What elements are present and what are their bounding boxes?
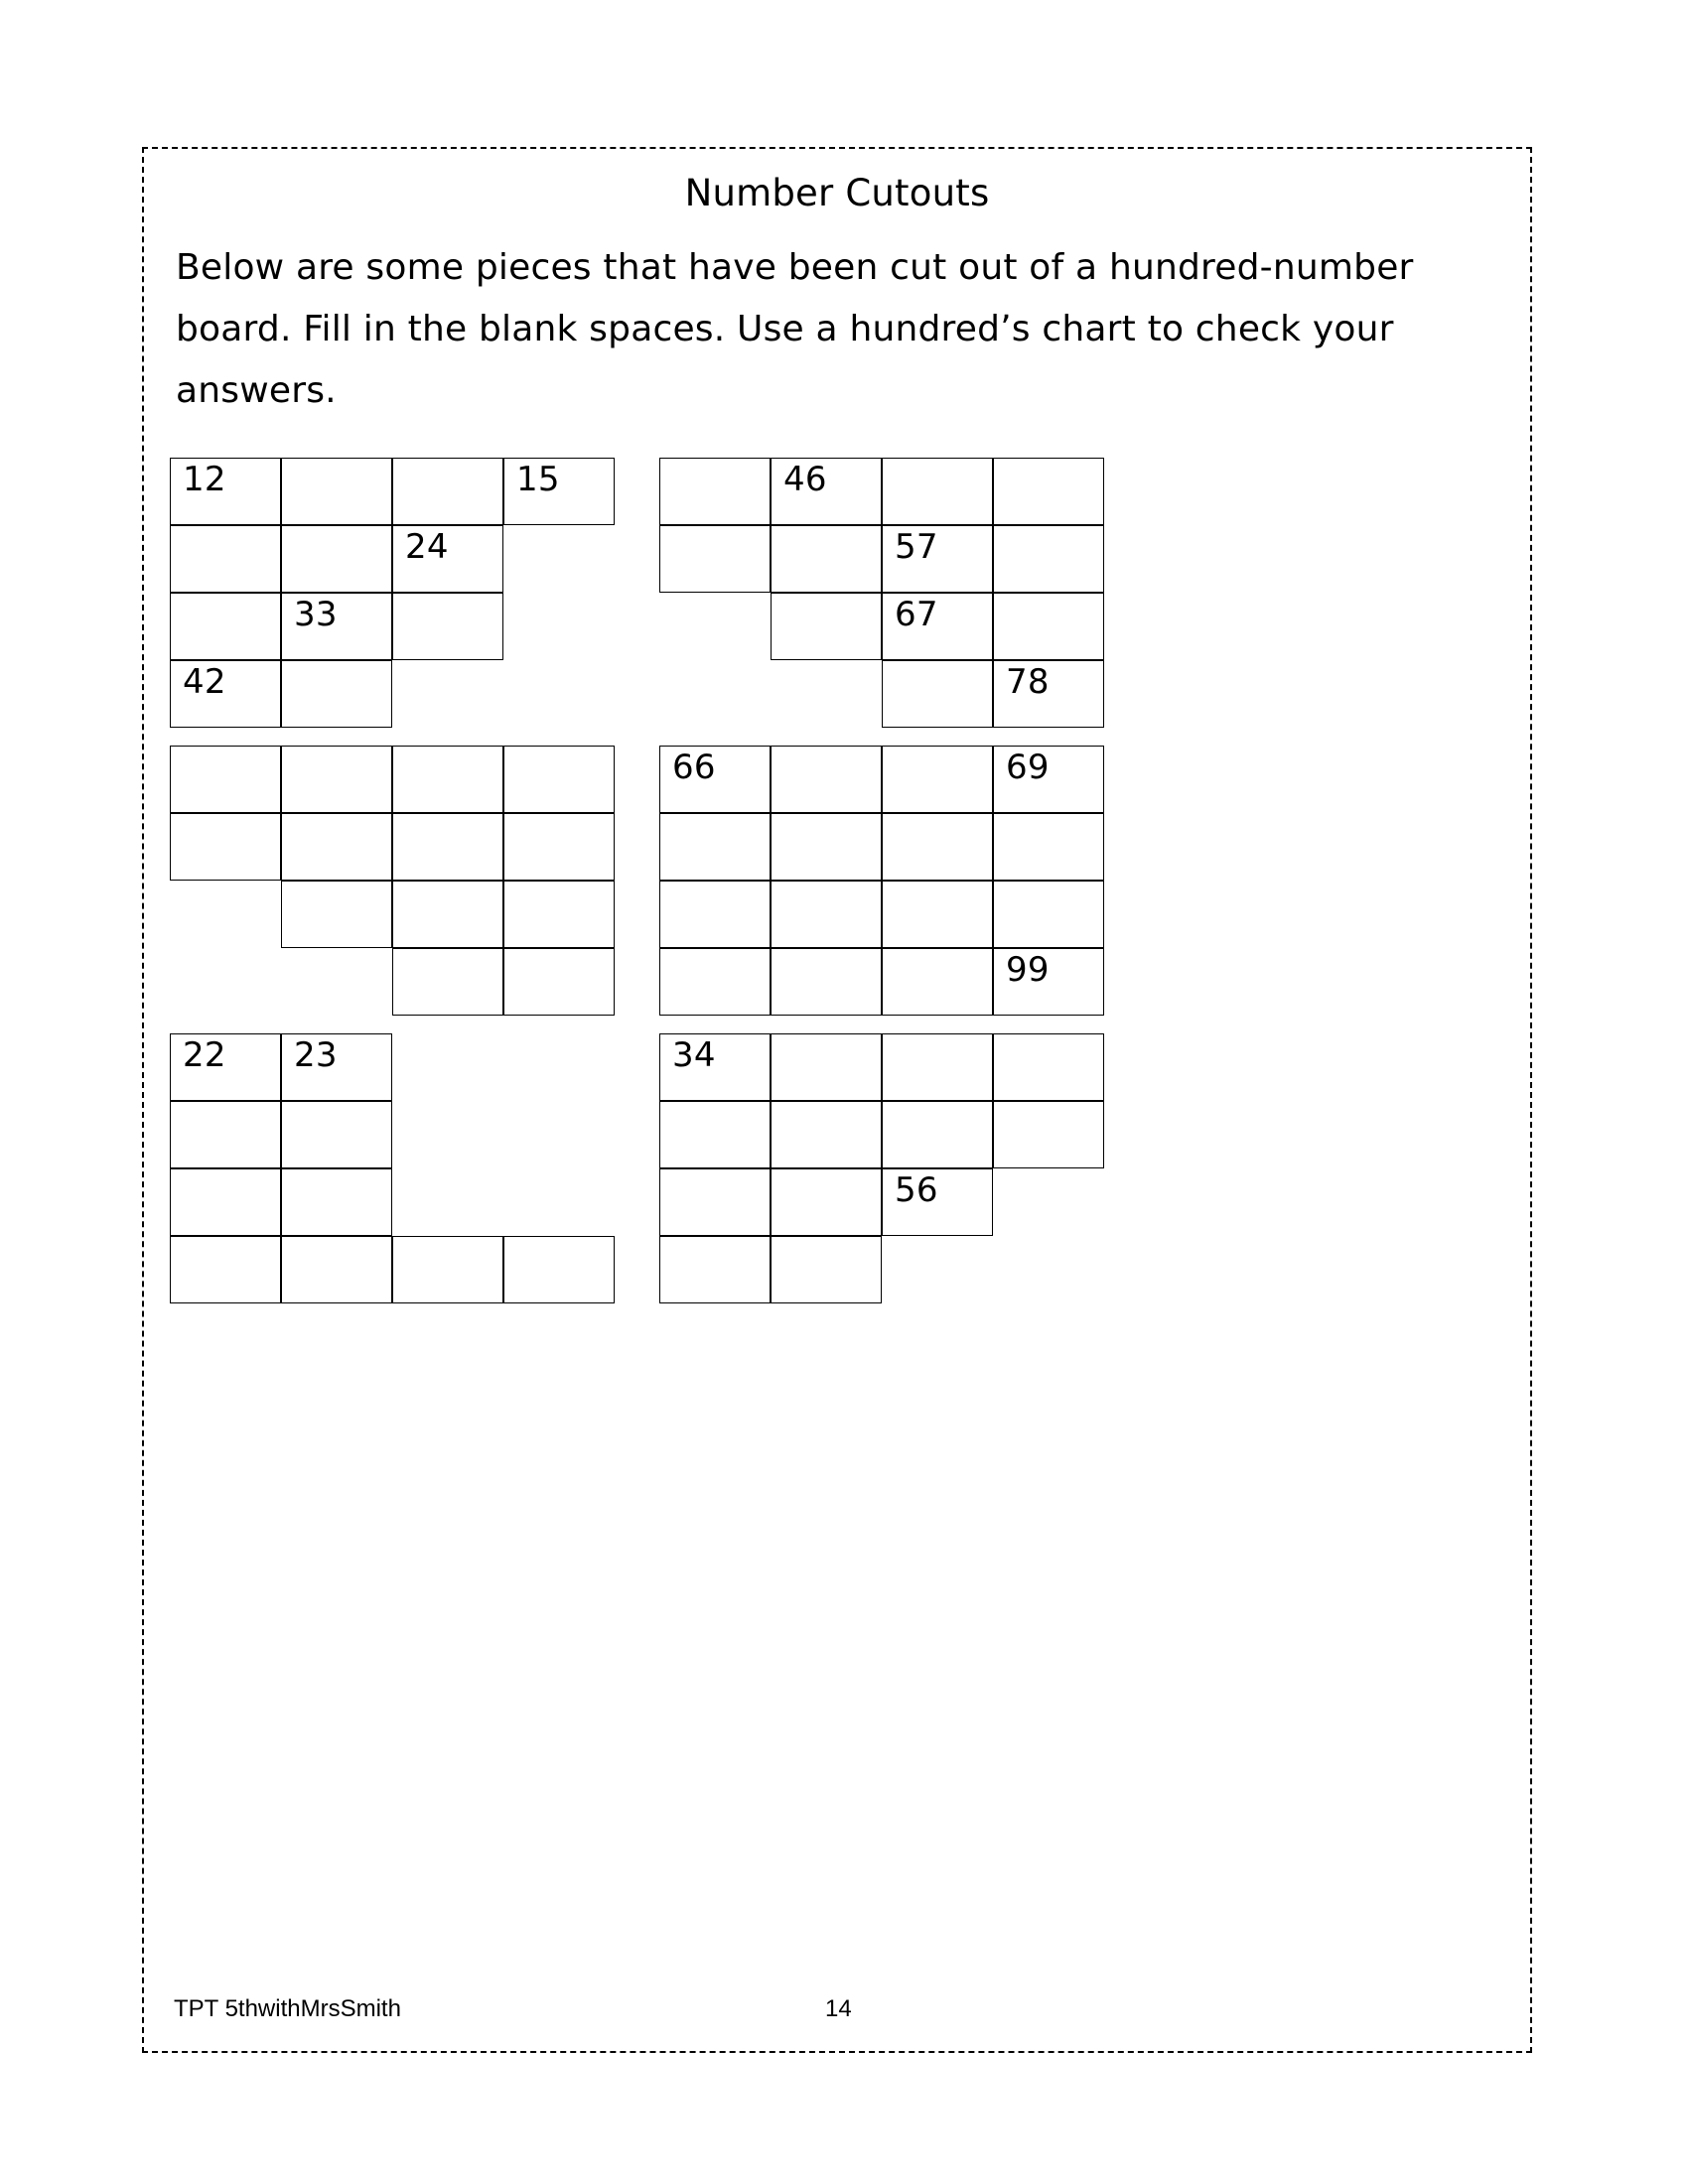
grid-cell-blank[interactable]	[993, 1033, 1104, 1101]
grid-cell-blank[interactable]	[882, 660, 993, 728]
grid-cell-blank[interactable]	[882, 746, 993, 813]
grid-cell-filled[interactable]	[993, 746, 1104, 813]
grid-cell-blank[interactable]	[771, 525, 882, 593]
grid-cell-blank[interactable]	[392, 593, 503, 660]
grid-cell-blank[interactable]	[771, 593, 882, 660]
grid-cell-blank[interactable]	[659, 1168, 771, 1236]
grid-cell-blank[interactable]	[882, 458, 993, 525]
grid-cell-blank[interactable]	[281, 813, 392, 881]
grid-cell-blank[interactable]	[392, 813, 503, 881]
grid-cell-blank[interactable]	[170, 1168, 281, 1236]
grid-cell-blank[interactable]	[659, 1236, 771, 1303]
grid-cell-blank[interactable]	[392, 746, 503, 813]
grid-cell-blank[interactable]	[882, 813, 993, 881]
grid-cell-blank[interactable]	[771, 1168, 882, 1236]
grid-cell-blank[interactable]	[392, 881, 503, 948]
grid-cell-filled[interactable]	[882, 1168, 993, 1236]
grid-cell-blank[interactable]	[281, 881, 392, 948]
grid-cell-filled[interactable]	[659, 746, 771, 813]
cell-value: 15	[516, 460, 560, 500]
grid-cell-blank[interactable]	[392, 458, 503, 525]
grid-cell-blank[interactable]	[993, 881, 1104, 948]
grid-cell-filled[interactable]	[281, 1033, 392, 1101]
grid-cell-blank[interactable]	[882, 881, 993, 948]
grid-cell-blank[interactable]	[659, 458, 771, 525]
grid-cell-blank[interactable]	[281, 1236, 392, 1303]
grid-cell-filled[interactable]	[503, 458, 615, 525]
footer-page-number: 14	[825, 1995, 852, 2022]
grid-cell-blank[interactable]	[281, 458, 392, 525]
grid-cell-blank[interactable]	[771, 813, 882, 881]
grid-cell-blank[interactable]	[659, 525, 771, 593]
grid-cell-blank[interactable]	[993, 1101, 1104, 1168]
grid-cell-blank[interactable]	[281, 1101, 392, 1168]
grid-cell-blank[interactable]	[993, 525, 1104, 593]
grid-cell-blank[interactable]	[993, 813, 1104, 881]
grid-cell-blank[interactable]	[170, 1236, 281, 1303]
grid-cell-blank[interactable]	[771, 1236, 882, 1303]
grid-cell-blank[interactable]	[659, 948, 771, 1016]
grid-cell-blank[interactable]	[281, 1168, 392, 1236]
grid-cell-filled[interactable]	[170, 1033, 281, 1101]
grid-cell-blank[interactable]	[281, 746, 392, 813]
grid-cell-filled[interactable]	[771, 458, 882, 525]
worksheet-content	[144, 149, 1530, 2051]
cell-value: 12	[183, 460, 226, 500]
cell-value: 69	[1006, 748, 1050, 788]
cell-value: 67	[895, 595, 938, 635]
puzzle-grid-area	[170, 458, 1500, 1589]
cell-value: 66	[672, 748, 716, 788]
cell-value: 42	[183, 662, 226, 703]
grid-cell-blank[interactable]	[170, 813, 281, 881]
page-footer	[170, 1995, 1504, 2035]
grid-cell-filled[interactable]	[659, 1033, 771, 1101]
grid-cell-blank[interactable]	[659, 813, 771, 881]
cell-value: 23	[294, 1035, 338, 1076]
grid-cell-blank[interactable]	[659, 1101, 771, 1168]
grid-cell-blank[interactable]	[882, 1033, 993, 1101]
grid-cell-filled[interactable]	[993, 948, 1104, 1016]
grid-cell-blank[interactable]	[882, 1101, 993, 1168]
grid-cell-blank[interactable]	[170, 1101, 281, 1168]
cell-value: 99	[1006, 950, 1050, 991]
grid-cell-blank[interactable]	[392, 1236, 503, 1303]
worksheet-page	[142, 147, 1532, 2053]
grid-cell-filled[interactable]	[281, 593, 392, 660]
grid-cell-blank[interactable]	[170, 525, 281, 593]
grid-cell-blank[interactable]	[771, 948, 882, 1016]
cell-value: 22	[183, 1035, 226, 1076]
grid-cell-blank[interactable]	[503, 1236, 615, 1303]
grid-cell-filled[interactable]	[882, 525, 993, 593]
cell-value: 78	[1006, 662, 1050, 703]
grid-cell-blank[interactable]	[281, 660, 392, 728]
cell-value: 56	[895, 1170, 938, 1211]
grid-cell-blank[interactable]	[503, 881, 615, 948]
grid-cell-blank[interactable]	[993, 593, 1104, 660]
grid-cell-blank[interactable]	[882, 948, 993, 1016]
cell-value: 46	[783, 460, 827, 500]
grid-cell-filled[interactable]	[882, 593, 993, 660]
grid-cell-blank[interactable]	[503, 948, 615, 1016]
grid-cell-blank[interactable]	[503, 813, 615, 881]
grid-cell-blank[interactable]	[503, 746, 615, 813]
cell-value: 57	[895, 527, 938, 568]
grid-cell-blank[interactable]	[659, 881, 771, 948]
grid-cell-blank[interactable]	[771, 1033, 882, 1101]
footer-credit: TPT 5thwithMrsSmith	[174, 1995, 401, 2022]
grid-cell-filled[interactable]	[392, 525, 503, 593]
grid-cell-filled[interactable]	[170, 458, 281, 525]
grid-cell-blank[interactable]	[993, 458, 1104, 525]
grid-cell-blank[interactable]	[392, 948, 503, 1016]
grid-cell-blank[interactable]	[771, 881, 882, 948]
grid-cell-blank[interactable]	[771, 1101, 882, 1168]
grid-cell-blank[interactable]	[281, 525, 392, 593]
grid-cell-blank[interactable]	[170, 746, 281, 813]
cell-value: 33	[294, 595, 338, 635]
grid-cell-blank[interactable]	[771, 746, 882, 813]
cell-value: 34	[672, 1035, 716, 1076]
instructions-text: Below are some pieces that have been cut out of a hundred-number board. Fill in the blank spaces. Use a hundred’s chart to check your answers.	[176, 246, 1414, 412]
grid-cell-filled[interactable]	[993, 660, 1104, 728]
page-title: Number Cutouts	[684, 172, 990, 214]
grid-cell-blank[interactable]	[170, 593, 281, 660]
cell-value: 24	[405, 527, 449, 568]
grid-cell-filled[interactable]	[170, 660, 281, 728]
